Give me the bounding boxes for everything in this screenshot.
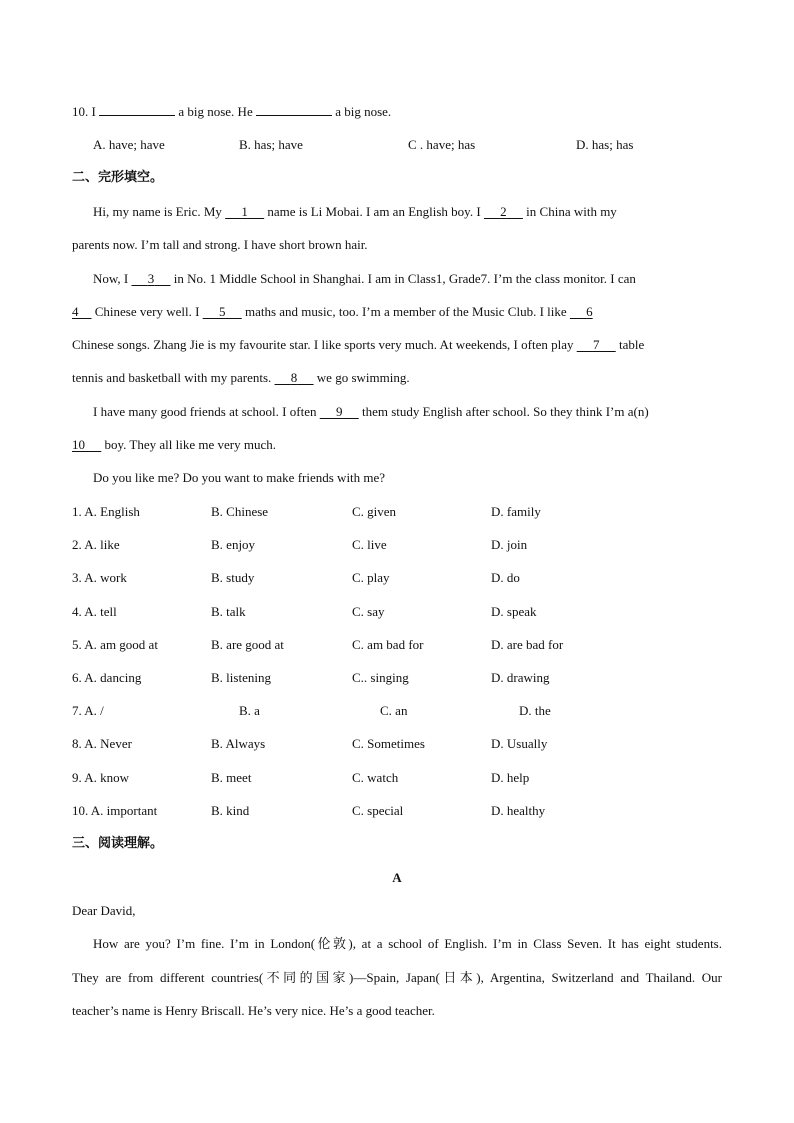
- passage-line: They are from different countries(不同的国家)—Spain, Japan(日本), Argentina, Switzerland and Thailand. Our: [72, 970, 722, 985]
- question-10-option-b[interactable]: B. kind: [211, 803, 250, 818]
- passage-text: Now, I: [93, 271, 132, 286]
- question-7-option-c[interactable]: C. an: [380, 703, 408, 718]
- passage-line: [93, 203, 722, 221]
- question-7-option-a[interactable]: 7. A. /: [72, 703, 104, 718]
- passage-text: maths and music, too. I’m a member of the Music Club. I like: [241, 304, 570, 319]
- question-8-option-b[interactable]: B. Always: [211, 736, 266, 751]
- blank-5[interactable]: [203, 303, 242, 321]
- answer-blank[interactable]: [256, 103, 332, 116]
- question-5-option-c[interactable]: C. am bad for: [352, 637, 424, 652]
- question-1-option-a[interactable]: 1. A. English: [72, 504, 140, 519]
- q10-stem-part: a big nose. He: [175, 104, 256, 119]
- question-7-option-d[interactable]: D. the: [519, 703, 551, 718]
- blank-number: 1: [241, 204, 248, 219]
- passage-text: them study English after school. So they think I’m a(n): [358, 404, 649, 419]
- question-1-option-b[interactable]: B. Chinese: [211, 504, 269, 519]
- question-2-option-b[interactable]: B. enjoy: [211, 537, 256, 552]
- question-3-option-a[interactable]: 3. A. work: [72, 570, 127, 585]
- question-9-option-a[interactable]: 9. A. know: [72, 770, 130, 785]
- blank-4[interactable]: [72, 303, 92, 321]
- section-heading: 二、完形填空。: [72, 170, 164, 185]
- blank-number: 4: [72, 304, 79, 319]
- passage-text: Chinese very well. I: [91, 304, 203, 319]
- question-10-option-a[interactable]: 10. A. important: [72, 803, 158, 818]
- blank-number: 6: [586, 304, 593, 319]
- q10-option-d[interactable]: D. has; has: [576, 137, 634, 152]
- passage-text: boy. They all like me very much.: [101, 437, 276, 452]
- passage-line: [72, 436, 722, 454]
- passage-text: in No. 1 Middle School in Shanghai. I am in Class1, Grade7. I’m the class monitor. I can: [170, 271, 636, 286]
- passage-text: table: [615, 337, 645, 352]
- q10-stem-part: 10. I: [72, 104, 100, 119]
- blank-number: 9: [335, 404, 343, 419]
- blank-number: 8: [290, 370, 298, 385]
- question-4-option-a[interactable]: 4. A. tell: [72, 604, 117, 619]
- question-6-option-c[interactable]: C.. singing: [352, 670, 409, 685]
- blank-6[interactable]: [570, 303, 593, 321]
- q10-stem: [72, 103, 722, 121]
- passage-text: I have many good friends at school. I often: [93, 404, 320, 419]
- question-10-option-c[interactable]: C. special: [352, 803, 404, 818]
- blank-number: 2: [500, 204, 507, 219]
- passage-line: How are you? I’m fine. I’m in London(伦敦), at a school of English. I’m in Class Seven. It has eight students.: [93, 936, 722, 951]
- passage-text: Hi, my name is Eric. My: [93, 204, 226, 219]
- blank-10[interactable]: [72, 436, 101, 454]
- passage-line: Do you like me? Do you want to make friends with me?: [93, 470, 386, 485]
- passage-line: [72, 369, 722, 387]
- question-1-option-d[interactable]: D. family: [491, 504, 541, 519]
- letter-salutation: Dear David,: [72, 903, 136, 918]
- question-9-option-d[interactable]: D. help: [491, 770, 530, 785]
- blank-3[interactable]: [132, 270, 171, 288]
- q10-stem-part: a big nose.: [331, 104, 392, 119]
- passage-line: teacher’s name is Henry Briscall. He’s very nice. He’s a good teacher.: [72, 1003, 435, 1018]
- question-8-option-d[interactable]: D. Usually: [491, 736, 548, 751]
- passage-text: name is Li Mobai. I am an English boy. I: [264, 204, 484, 219]
- passage-line: [93, 270, 722, 288]
- passage-title: A: [392, 870, 402, 885]
- q10-option-b[interactable]: B. has; have: [239, 137, 303, 152]
- question-2-option-a[interactable]: 2. A. like: [72, 537, 120, 552]
- question-3-option-b[interactable]: B. study: [211, 570, 255, 585]
- question-6-option-b[interactable]: B. listening: [211, 670, 271, 685]
- q10-option-a[interactable]: A. have; have: [93, 137, 165, 152]
- blank-1[interactable]: [225, 203, 264, 221]
- blank-number: 5: [218, 304, 226, 319]
- question-3-option-c[interactable]: C. play: [352, 570, 390, 585]
- passage-text: tennis and basketball with my parents.: [72, 370, 275, 385]
- passage-line: [72, 303, 722, 321]
- question-5-option-d[interactable]: D. are bad for: [491, 637, 564, 652]
- question-10-option-d[interactable]: D. healthy: [491, 803, 546, 818]
- question-9-option-c[interactable]: C. watch: [352, 770, 399, 785]
- passage-text: we go swimming.: [313, 370, 410, 385]
- question-2-option-c[interactable]: C. live: [352, 537, 387, 552]
- question-5-option-a[interactable]: 5. A. am good at: [72, 637, 158, 652]
- passage-line: [72, 336, 722, 354]
- question-4-option-d[interactable]: D. speak: [491, 604, 537, 619]
- question-7-option-b[interactable]: B. a: [239, 703, 260, 718]
- question-5-option-b[interactable]: B. are good at: [211, 637, 284, 652]
- blank-7[interactable]: [577, 336, 616, 354]
- blank-number: 10: [72, 437, 85, 452]
- question-2-option-d[interactable]: D. join: [491, 537, 528, 552]
- question-3-option-d[interactable]: D. do: [491, 570, 520, 585]
- answer-blank[interactable]: [99, 103, 175, 116]
- passage-line: parents now. I’m tall and strong. I have short brown hair.: [72, 237, 368, 252]
- question-1-option-c[interactable]: C. given: [352, 504, 397, 519]
- blank-number: 7: [592, 337, 600, 352]
- passage-text: Chinese songs. Zhang Jie is my favourite star. I like sports very much. At weekends, I often play: [72, 337, 577, 352]
- passage-line: [93, 403, 722, 421]
- question-6-option-a[interactable]: 6. A. dancing: [72, 670, 142, 685]
- q10-option-c[interactable]: C . have; has: [408, 137, 476, 152]
- question-4-option-b[interactable]: B. talk: [211, 604, 246, 619]
- blank-8[interactable]: [275, 369, 314, 387]
- blank-number: 3: [147, 271, 155, 286]
- section-heading: 三、阅读理解。: [72, 836, 164, 851]
- question-4-option-c[interactable]: C. say: [352, 604, 385, 619]
- question-8-option-c[interactable]: C. Sometimes: [352, 736, 425, 751]
- question-8-option-a[interactable]: 8. A. Never: [72, 736, 132, 751]
- passage-text: in China with my: [522, 204, 617, 219]
- question-6-option-d[interactable]: D. drawing: [491, 670, 550, 685]
- blank-2[interactable]: [484, 203, 523, 221]
- blank-9[interactable]: [320, 403, 359, 421]
- question-9-option-b[interactable]: B. meet: [211, 770, 252, 785]
